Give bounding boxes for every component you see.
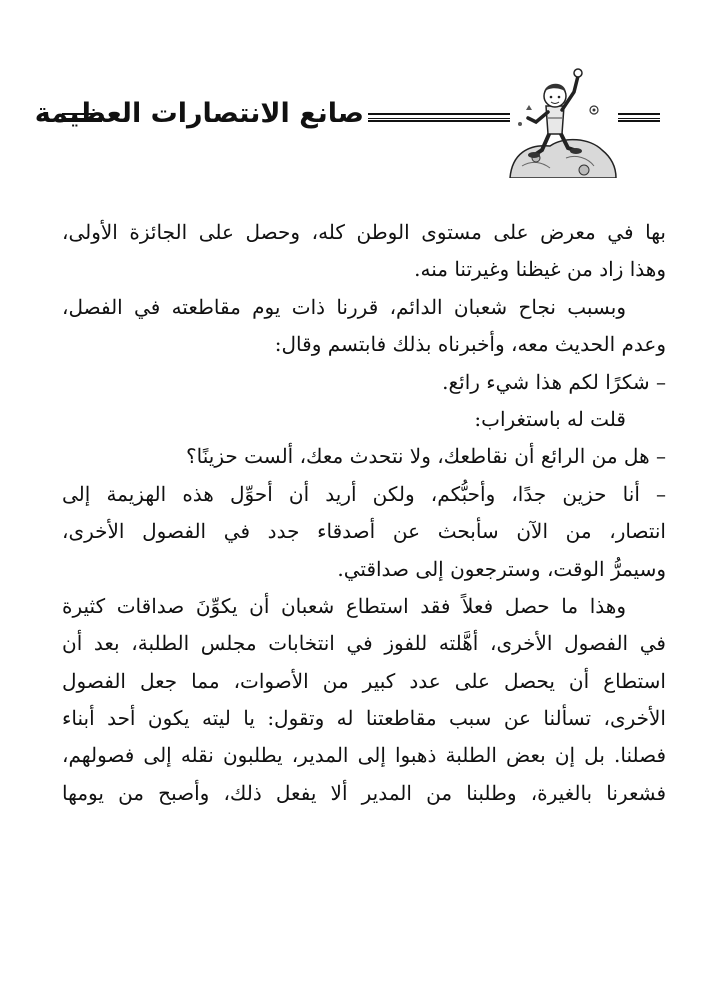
dialogue-line: – أنا حزين جدًا، وأحبُّكم، ولكن أريد أن أحوِّل هذه الهزيمة إلى bbox=[62, 481, 666, 506]
paragraph-line: الأخرى، تسألنا عن سبب مقاطعتنا له وتقول: يا ليته يكون أحد أبناء bbox=[62, 706, 666, 731]
paragraph-line: قلت له باستغراب: bbox=[474, 406, 626, 431]
paragraph-line: وبسبب نجاح شعبان الدائم، قررنا ذات يوم مقاطعته في الفصل، bbox=[62, 294, 626, 319]
paragraph-line: استطاع أن يحصل على عدد كبير من الأصوات، مما جعل الفصول bbox=[62, 668, 666, 693]
paragraph-line: وهذا ما حصل فعلاً فقد استطاع شعبان أن يكوِّنَ صداقات كثيرة bbox=[62, 593, 626, 618]
paragraph-line: وسيمرُّ الوقت، وسترجعون إلى صداقتي. bbox=[337, 556, 666, 581]
page-header bbox=[0, 62, 720, 182]
paragraph-line: في الفصول الأخرى، أهَّلته للفوز في انتخابات مجلس الطلبة، بعد أن bbox=[62, 631, 666, 656]
paragraph-line: وعدم الحديث معه، وأخبرناه بذلك فابتسم وقال: bbox=[274, 332, 666, 357]
paragraph-line: فصلنا. بل إن بعض الطلبة ذهبوا إلى المدير، يطلبون نقله إلى فصولهم، bbox=[62, 743, 666, 768]
paragraph-line: فشعرنا بالغيرة، وطلبنا من المدير ألا يفعل ذلك، وأصبح من يومها bbox=[62, 780, 666, 805]
story-text bbox=[62, 216, 666, 814]
dialogue-line: – هل من الرائع أن نقاطعك، ولا نتحدث معك، ألست حزينًا؟ bbox=[186, 444, 666, 469]
header-rule-right bbox=[618, 113, 660, 122]
boy-climbing-illustration bbox=[506, 62, 618, 178]
paragraph-line: وهذا زاد من غيظنا وغيرتنا منه. bbox=[414, 257, 666, 282]
paragraph-line: بها في معرض على مستوى الوطن كله، وحصل على الجائزة الأولى، bbox=[62, 220, 666, 244]
page-title: صانع الانتصارات العظيمة bbox=[34, 98, 364, 129]
dialogue-line: – شكرًا لكم هذا شيء رائع. bbox=[442, 369, 666, 394]
header-rule-middle bbox=[368, 113, 510, 122]
paragraph-line: انتصار، من الآن سأبحث عن أصدقاء جدد في الفصول الأخرى، bbox=[62, 519, 666, 544]
